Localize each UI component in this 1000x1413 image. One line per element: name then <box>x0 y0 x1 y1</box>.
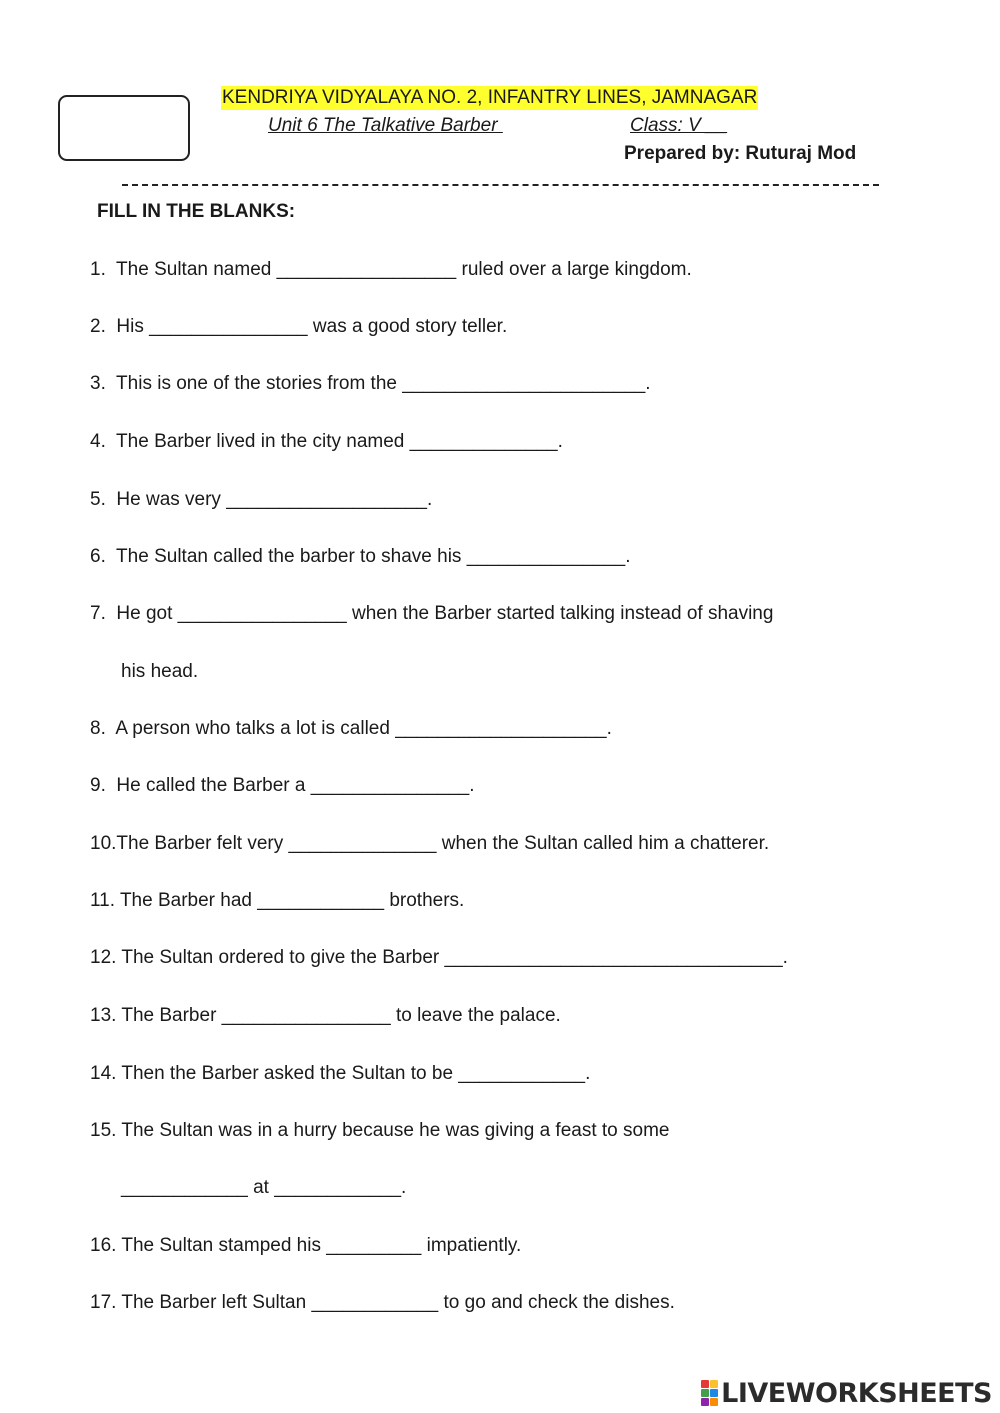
question-2: 2. His _______________ was a good story teller. <box>90 316 508 337</box>
question-8: 8. A person who talks a lot is called ____________________. <box>90 718 612 739</box>
question-5: 5. He was very ___________________. <box>90 489 433 510</box>
liveworksheets-logo-icon <box>701 1380 718 1406</box>
question-6: 6. The Sultan called the barber to shave his _______________. <box>90 546 631 567</box>
prepared-by: Prepared by: Ruturaj Mod <box>624 143 857 164</box>
separator-line <box>122 184 879 186</box>
question-12: 12. The Sultan ordered to give the Barber ________________________________. <box>90 947 788 968</box>
question-11: 11. The Barber had ____________ brothers. <box>90 890 465 911</box>
watermark-text: LIVEWORKSHEETS <box>721 1377 992 1409</box>
question-17: 17. The Barber left Sultan ____________ to go and check the dishes. <box>90 1292 675 1313</box>
class-label: Class: V __ <box>630 115 728 136</box>
question-16: 16. The Sultan stamped his _________ impatiently. <box>90 1235 522 1256</box>
question-7: 7. He got ________________ when the Barber started talking instead of shaving <box>90 603 774 624</box>
name-box <box>58 95 190 161</box>
question-13: 13. The Barber ________________ to leave the palace. <box>90 1005 561 1026</box>
question-3: 3. This is one of the stories from the _______________________. <box>90 373 651 394</box>
liveworksheets-watermark <box>701 1376 992 1410</box>
question-15-continued: ____________ at ____________. <box>121 1177 407 1198</box>
question-4: 4. The Barber lived in the city named ______________. <box>90 431 563 452</box>
school-name: KENDRIYA VIDYALAYA NO. 2, INFANTRY LINES, JAMNAGAR <box>222 87 758 108</box>
question-10: 10.The Barber felt very ______________ when the Sultan called him a chatterer. <box>90 833 770 854</box>
unit-title: Unit 6 The Talkative Barber <box>268 115 503 136</box>
question-15: 15. The Sultan was in a hurry because he was giving a feast to some <box>90 1120 670 1141</box>
question-14: 14. Then the Barber asked the Sultan to be ____________. <box>90 1063 591 1084</box>
question-7-continued: his head. <box>121 661 199 682</box>
question-9: 9. He called the Barber a _______________. <box>90 775 475 796</box>
question-1: 1. The Sultan named _________________ ruled over a large kingdom. <box>90 259 692 280</box>
section-title: FILL IN THE BLANKS: <box>97 201 296 222</box>
